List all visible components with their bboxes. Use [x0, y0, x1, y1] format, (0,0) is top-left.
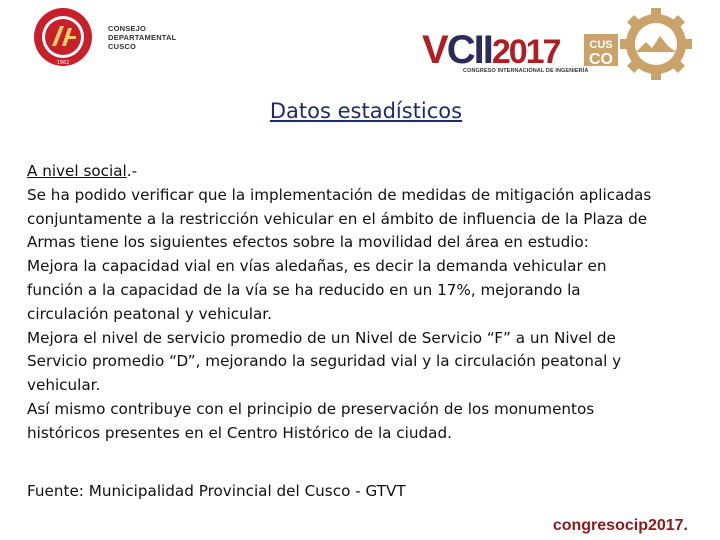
cip-cusco-seal-logo [22, 6, 104, 68]
body-line: Armas tiene los siguientes efectos sobre la movilidad del área en estudio: [27, 233, 589, 252]
heading-suffix: .- [126, 162, 138, 180]
consejo-departamental-label [108, 24, 176, 51]
logo-line-1: CONSEJO [108, 24, 147, 33]
logo-line-2: DEPARTAMENTAL [108, 33, 177, 42]
body-line: función a la capacidad de la vía se ha reducido en un 17%, mejorando la [27, 280, 581, 299]
body-line: Mejora la capacidad vial en vías aledañas, es decir la demanda vehicular en [27, 257, 607, 276]
section-heading [27, 160, 695, 184]
body-line: Servicio promedio “D”, mejorando la seguridad vial y la circulación peatonal y [27, 352, 622, 371]
page-title: Datos estadísticos [269, 99, 463, 123]
body-line: conjuntamente a la restricción vehicular en el ámbito de influencia de la Plaza de [27, 209, 648, 228]
body-line: Mejora el nivel de servicio promedio de un Nivel de Servicio “F” a un Nivel de [27, 328, 616, 347]
body-line: Así mismo contribuye con el principio de preservación de los monumentos [27, 399, 595, 418]
vcii-v: V [422, 28, 447, 72]
source-citation: Fuente: Municipalidad Provincial del Cusco - GTVT [27, 482, 406, 500]
body-line: Se ha podido verificar que la implementación de medidas de mitigación aplicadas [27, 185, 652, 204]
footer-hashtag: congresocip2017. [552, 517, 688, 534]
body-line: circulación peatonal y vehicular. [27, 304, 272, 323]
body-line: históricos presentes en el Centro Histórico de la ciudad. [27, 423, 452, 442]
vcii-cii: CII [446, 28, 492, 72]
logo-line-3: CUSCO [108, 42, 137, 51]
body-text [27, 160, 695, 446]
congreso-subtitle: CONGRESO INTERNACIONAL DE INGENIERÍA [463, 68, 589, 74]
vcii-2017-wordmark [422, 30, 559, 72]
cusco-bottom-text: CO [589, 51, 613, 68]
cusco-top-text: CUS [589, 39, 613, 51]
vcii-year: 2017 [491, 33, 560, 71]
heading-underlined: A nivel social [27, 162, 127, 180]
body-line: vehicular. [27, 376, 101, 395]
seal-year: 1962 [56, 60, 70, 66]
